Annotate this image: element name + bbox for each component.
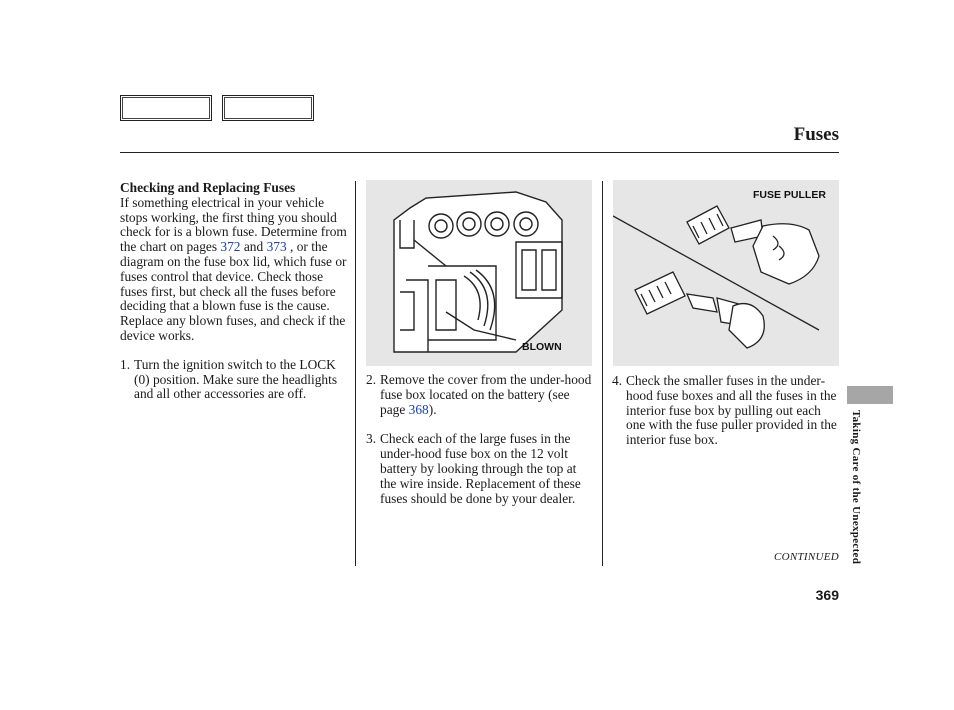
section-heading: Checking and Replacing Fuses <box>120 180 296 195</box>
nav-button-right[interactable] <box>222 95 314 121</box>
fuse-puller-drawing <box>613 180 839 366</box>
fuse-puller-illustration <box>613 180 839 366</box>
page-link-373[interactable]: 373 <box>266 239 287 255</box>
page-title: Fuses <box>793 124 839 145</box>
step-3-number: 3. <box>366 431 377 447</box>
intro-paragraph <box>120 196 348 344</box>
intro-text-b: , or the diagram on the fuse box lid, which fuse or fuses control that device. Check those fuses first, but check all the fuses before deciding that a blown fuse is the cause. Replace any blown fuses, and check if the device works. <box>120 239 347 343</box>
column-2 <box>366 373 594 506</box>
page-link-368[interactable]: 368 <box>408 401 429 417</box>
fuse-box-illustration <box>366 180 592 366</box>
nav-button-left[interactable] <box>120 95 212 121</box>
step-4-text: Check the smaller fuses in the under-hood fuse boxes and all the fuses in the interior fuse box by pulling out each one with the fuse puller provided in the interior fuse box. <box>626 373 837 448</box>
section-tab-label: Taking Care of the Unexpected <box>850 410 862 565</box>
step-2-text-a: Remove the cover from the under-hood fuse box located on the battery (see page <box>380 372 592 417</box>
step-1-text: Turn the ignition switch to the LOCK (0) position. Make sure the headlights and all other accessories are off. <box>134 356 338 402</box>
blown-label: BLOWN <box>522 341 562 353</box>
column-divider-1 <box>355 181 356 566</box>
continued-label: CONTINUED <box>773 551 839 563</box>
intro-and: and <box>243 239 264 255</box>
step-3-text: Check each of the large fuses in the under-hood fuse box on the 12 volt battery by looking through the top at the wire inside. Replacement of these fuses should be done by your dealer. <box>380 431 581 506</box>
step-4 <box>612 374 842 448</box>
fuse-puller-label: FUSE PULLER <box>753 189 826 201</box>
column-1 <box>120 181 348 402</box>
fuse-box-drawing <box>366 180 592 366</box>
section-tab <box>847 386 893 404</box>
page-link-372[interactable]: 372 <box>220 239 241 255</box>
column-3 <box>612 374 842 448</box>
intro-text-a: If something electrical in your vehicle stops working, the first thing you should check for is a blown fuse. Determine from the chart on pages <box>120 194 347 255</box>
page-number: 369 <box>815 587 839 603</box>
step-1 <box>120 358 348 402</box>
step-1-number: 1. <box>120 356 131 372</box>
title-rule <box>120 152 839 153</box>
step-2-number: 2. <box>366 372 377 387</box>
step-2 <box>366 373 594 417</box>
column-divider-2 <box>602 181 603 566</box>
step-4-number: 4. <box>612 373 623 388</box>
step-2-text-b: ). <box>428 401 437 417</box>
step-3 <box>366 432 594 506</box>
